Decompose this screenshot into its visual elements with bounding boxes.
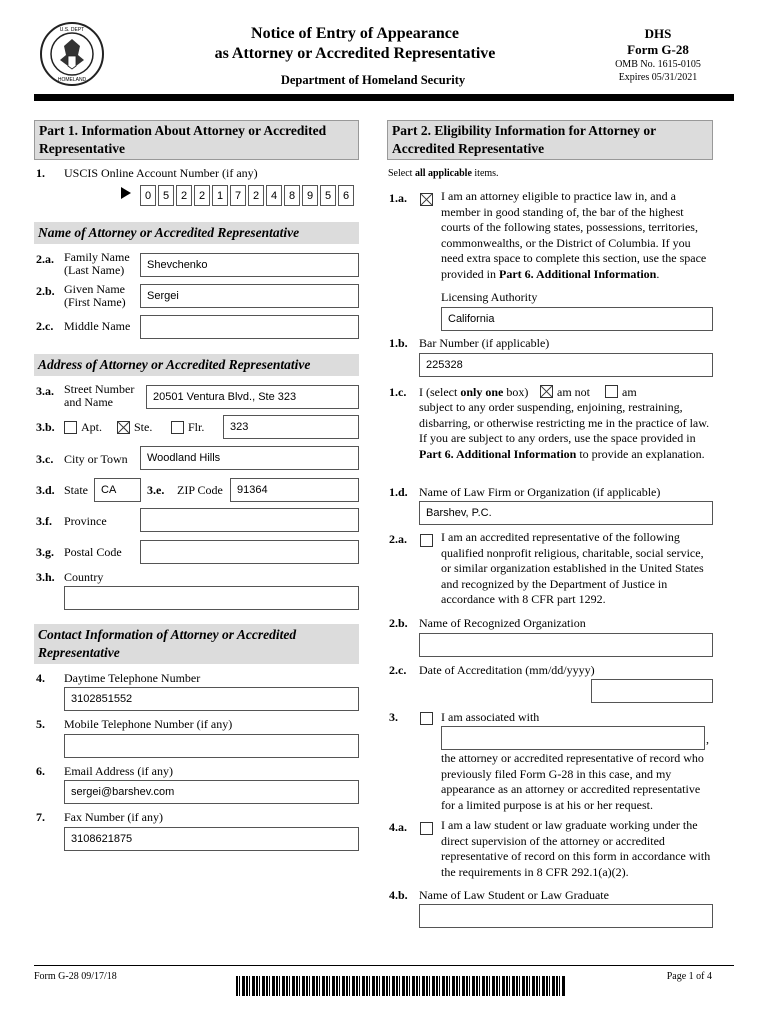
daytime-phone-input[interactable]: 3102851552 [64,687,359,711]
select-prefix: Select [388,168,413,179]
p2-q1c-number: 1.c. [389,385,407,399]
q2a-label: Family Name (Last Name) [64,250,130,277]
part2-heading: Part 2. Eligibility Information for Attorney or Accredited Representative [387,120,713,160]
province-input[interactable] [140,508,359,532]
flr-label: Flr. [188,420,205,434]
am-label: am [622,385,637,399]
order-box: box) [506,385,529,399]
city-input[interactable]: Woodland Hills [140,446,359,470]
bar-number-input[interactable]: 225328 [419,353,713,377]
arrow-icon [121,187,131,199]
associated-with-input[interactable] [441,726,705,750]
p2-q2a-number: 2.a. [389,532,407,546]
q7-label: Fax Number (if any) [64,810,163,824]
licensing-authority-label: Licensing Authority [441,290,538,304]
account-digit[interactable]: 4 [266,185,282,206]
q3a-number: 3.a. [36,384,54,398]
attorney-statement-end: . [656,266,660,281]
q1-number: 1. [36,166,45,180]
law-student-checkbox[interactable] [420,822,433,835]
account-digit[interactable]: 7 [230,185,246,206]
postal-code-input[interactable] [140,540,359,564]
account-digit[interactable]: 2 [194,185,210,206]
q3e-label: ZIP Code [177,483,223,497]
p2-q2c-number: 2.c. [389,663,407,677]
page-number: Page 1 of 4 [666,971,712,982]
law-firm-label: Name of Law Firm or Organization (if applicable) [419,485,661,499]
order-statement-text: subject to any order suspending, enjoining, restraining, disbarring, or otherwise restricting me in the practice of law. If you are subject to any orders, use the space provided in [419,400,710,445]
q3h-number: 3.h. [36,570,55,584]
q6-number: 6. [36,764,45,778]
associated-statement: the attorney or accredited representative of record who previously filed Form G-28 in this case, and my appearance as an attorney or accredited representative for a limited purpose is at his or her request. [441,751,704,812]
given-name-input[interactable]: Sergei [140,284,359,308]
accredited-rep-statement: I am an accredited representative of the following qualified nonprofit religious, charitable, social service, or similar organization established in the United States and recognized by the Department of Justice in accordance with 8 CFR part 1292. [441,530,704,606]
account-digit[interactable]: 5 [158,185,174,206]
p2-q4b-number: 4.b. [389,888,408,902]
barcode [236,976,566,996]
agency-label: DHS [644,26,672,41]
q5-label: Mobile Telephone Number (if any) [64,717,233,731]
am-not-checkbox[interactable] [540,385,553,398]
fax-number-input[interactable]: 3108621875 [64,827,359,851]
q3c-number: 3.c. [36,452,54,466]
omb-number: OMB No. 1615-0105 [615,59,701,70]
q3a-label: Street Number and Name [64,382,135,409]
part1-heading: Part 1. Information About Attorney or Accredited Representative [34,120,359,160]
accreditation-date-label: Date of Accreditation (mm/dd/yyyy) [419,663,595,677]
account-digit[interactable]: 2 [248,185,264,206]
order-statement [419,400,713,462]
am-checkbox[interactable] [605,385,618,398]
name-section-heading: Name of Attorney or Accredited Representative [34,222,359,244]
law-student-name-label: Name of Law Student or Law Graduate [419,888,609,902]
q3g-number: 3.g. [36,545,54,559]
account-digit[interactable]: 5 [320,185,336,206]
q3f-number: 3.f. [36,514,52,528]
dhs-seal [40,22,104,86]
expiration-date: Expires 05/31/2021 [618,72,698,83]
q3d-label: State [64,483,88,497]
mobile-phone-input[interactable] [64,734,359,758]
q2c-label: Middle Name [64,319,131,333]
order-prefix: I (select [419,385,458,399]
attorney-statement-text: I am an attorney eligible to practice law in, and a member in good standing of, the bar of the highest courts of the following states, possessions, territories, commonwealths, or the District of Columbia. If you need extra space to complete this section, use the space provided in [441,189,707,281]
accreditation-date-input[interactable] [591,679,713,703]
attorney-statement [441,189,713,282]
title-line-1: Notice of Entry of Appearance [251,25,459,42]
order-statement-ref: Part 6. Additional Information [419,446,577,461]
contact-section-heading: Contact Information of Attorney or Accredited Representative [34,624,359,664]
q2c-number: 2.c. [36,319,54,333]
form-title [170,24,540,64]
q5-number: 5. [36,717,45,731]
q4-label: Daytime Telephone Number [64,671,201,685]
form-edition: Form G-28 09/17/18 [34,971,117,982]
associated-label: I am associated with [441,710,540,724]
p2-q2b-number: 2.b. [389,616,408,630]
attorney-checkbox[interactable] [420,193,433,206]
account-digit[interactable]: 8 [284,185,300,206]
law-student-name-input[interactable] [419,904,713,928]
title-line-2: as Attorney or Accredited Representative [214,45,496,62]
associated-checkbox[interactable] [420,712,433,725]
order-only-one: only one [460,385,504,399]
associated-comma: , [706,732,709,746]
account-digit[interactable]: 2 [176,185,192,206]
q6-label: Email Address (if any) [64,764,173,778]
am-not-label: am not [557,385,590,399]
law-firm-input[interactable]: Barshev, P.C. [419,501,713,525]
ste-checkbox[interactable] [117,421,130,434]
flr-checkbox[interactable] [171,421,184,434]
q2b-label: Given Name (First Name) [64,282,126,309]
ste-label: Ste. [134,420,153,434]
p2-q1b-number: 1.b. [389,336,408,350]
q3e-number: 3.e. [147,483,165,497]
recognized-org-label: Name of Recognized Organization [419,616,586,630]
attorney-statement-ref: Part 6. Additional Information [499,266,657,281]
account-digit[interactable]: 6 [338,185,354,206]
q3h-label: Country [64,570,104,584]
q3f-label: Province [64,514,107,528]
law-student-statement: I am a law student or law graduate working under the direct supervision of the attorney or accredited representative of record on this form in accordance with the requirements in 8 CFR 292.1(a)(2). [441,818,711,879]
form-number: Form G-28 [627,42,689,57]
recognized-org-input[interactable] [419,633,713,657]
apt-label: Apt. [81,420,102,434]
q1-label: USCIS Online Account Number (if any) [64,166,258,180]
zip-code-input[interactable]: 91364 [230,478,359,502]
q3g-label: Postal Code [64,545,122,559]
header-rule [34,94,734,101]
unit-number-input[interactable]: 323 [223,415,359,439]
department-name: Department of Homeland Security [280,73,466,87]
licensing-authority-input[interactable]: California [441,307,713,331]
middle-name-input[interactable] [140,315,359,339]
q3b-number: 3.b. [36,420,55,434]
q3d-number: 3.d. [36,483,55,497]
email-input[interactable]: sergei@barshev.com [64,780,359,804]
p2-q3-number: 3. [389,710,398,724]
bar-number-label: Bar Number (if applicable) [419,336,550,350]
q3c-label: City or Town [64,452,128,466]
country-input[interactable] [64,586,359,610]
footer-rule [34,965,734,966]
p2-q1d-number: 1.d. [389,485,408,499]
q4-number: 4. [36,671,45,685]
select-suffix: items. [474,168,499,179]
order-statement-end: to provide an explanation. [579,446,705,461]
street-address-input[interactable]: 20501 Ventura Blvd., Ste 323 [146,385,359,409]
state-input[interactable]: CA [94,478,141,502]
account-digit[interactable]: 9 [302,185,318,206]
p2-q4a-number: 4.a. [389,820,407,834]
apt-checkbox[interactable] [64,421,77,434]
order-selection-line [419,385,528,400]
family-name-input[interactable]: Shevchenko [140,253,359,277]
select-instruction [388,168,499,179]
form-id-block [598,26,718,84]
accredited-rep-checkbox[interactable] [420,534,433,547]
account-digit[interactable]: 0 [140,185,156,206]
svg-text:U.S. DEPT: U.S. DEPT [59,27,85,33]
q2b-number: 2.b. [36,284,55,298]
address-section-heading: Address of Attorney or Accredited Representative [34,354,359,376]
p2-q1a-number: 1.a. [389,191,407,205]
q7-number: 7. [36,810,45,824]
select-bold: all applicable [414,168,472,179]
svg-text:HOMELAND: HOMELAND [57,77,87,83]
account-digit[interactable]: 1 [212,185,228,206]
q2a-number: 2.a. [36,252,54,266]
